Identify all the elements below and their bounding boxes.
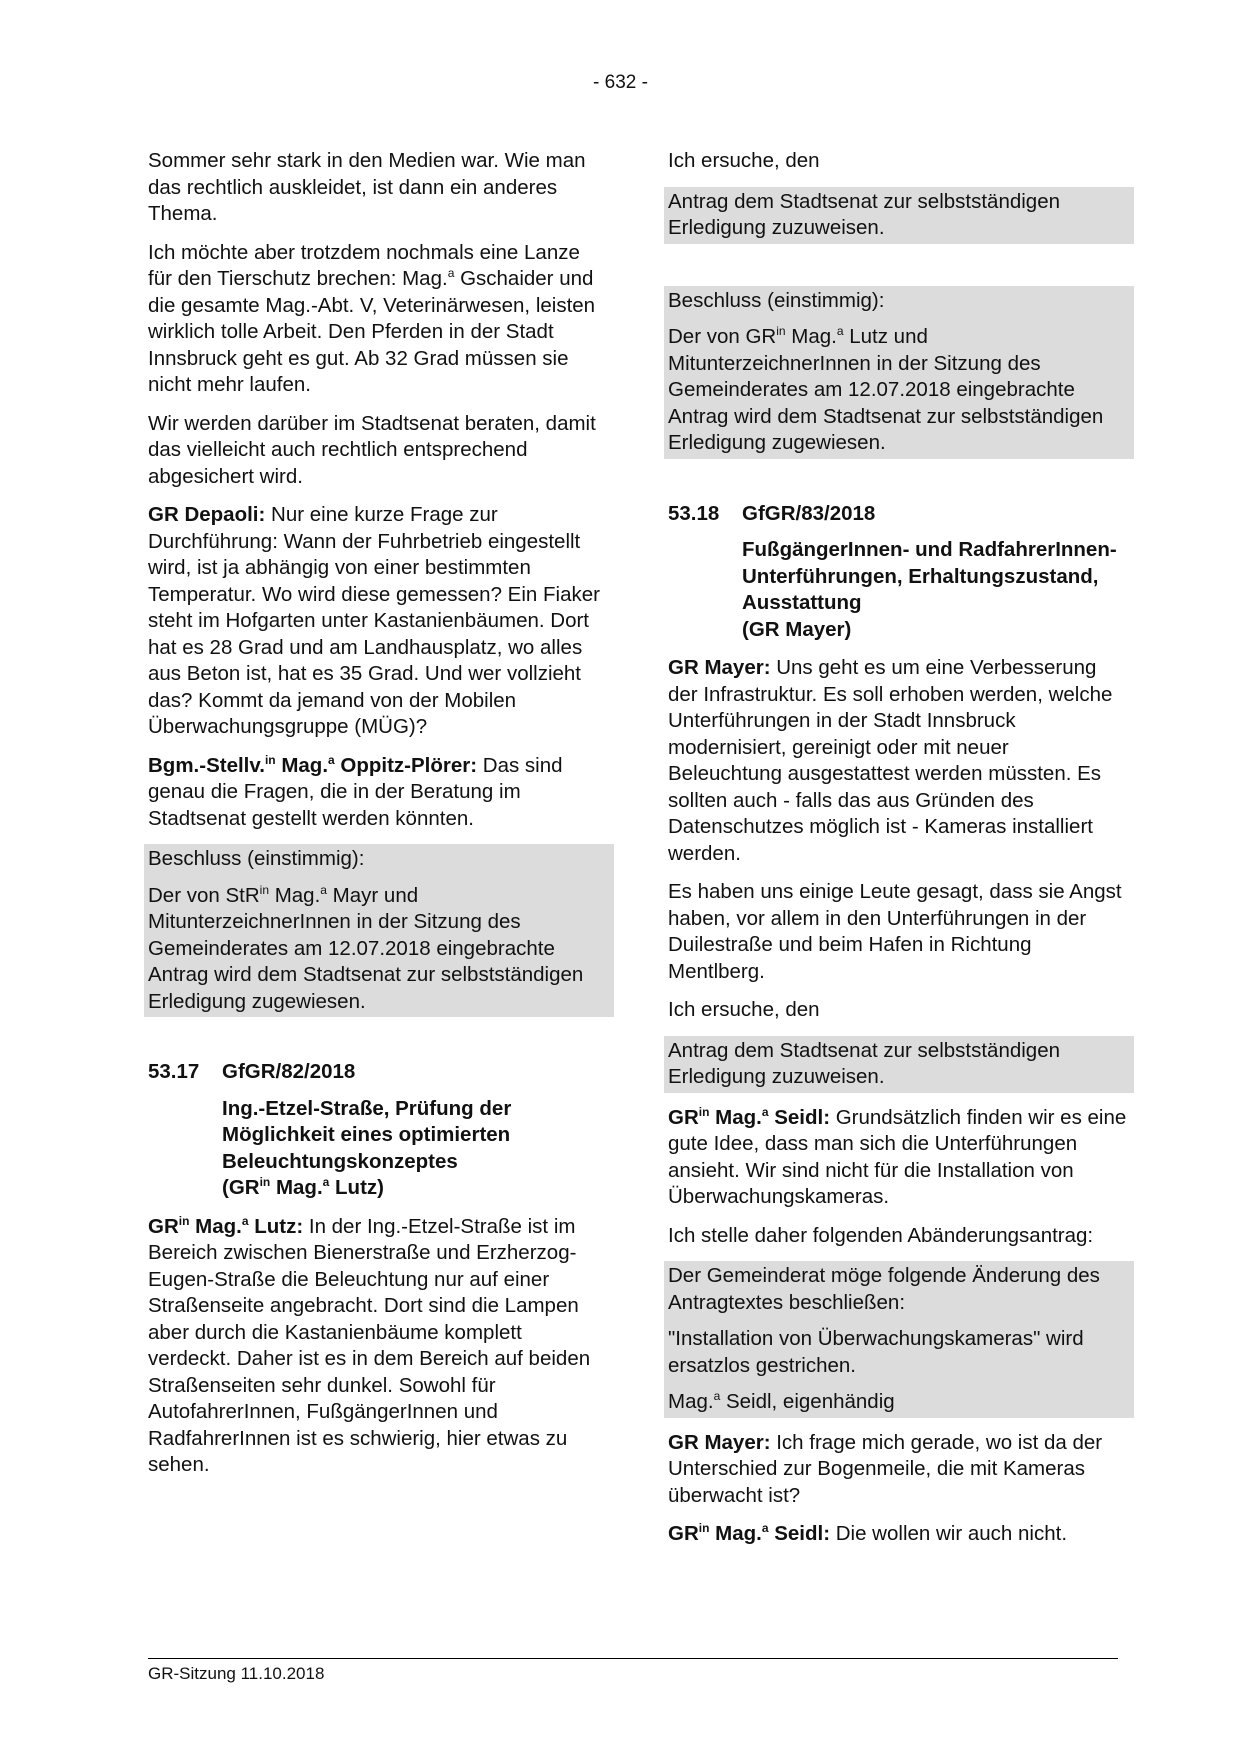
agenda-item-number: 53.18 bbox=[668, 501, 720, 525]
agenda-item-title: FußgängerInnen- und RadfahrerInnen-Unterführungen, Erhaltungszustand, Ausstattung (GR Mayer) bbox=[742, 538, 1117, 641]
motion-highlight: Antrag dem Stadtsenat zur selbstständigen Erledigung zuzuweisen. bbox=[664, 187, 1134, 244]
paragraph: Wir werden darüber im Stadtsenat beraten, damit das vielleicht auch rechtlich entsprechend abgesichert wird. bbox=[148, 411, 596, 488]
agenda-item-header bbox=[148, 1059, 608, 1086]
resolution-text: Der von StR$^{in}$ Mag.$^a$ Mayr und MitunterzeichnerInnen in der Sitzung des Gemeinderates am 12.07.2018 eingebrachte Antrag wird dem Stadtsenat zur selbstständigen Erledigung zugewiesen. bbox=[148, 882, 584, 1013]
agenda-item-code: GfGR/82/2018 bbox=[222, 1060, 356, 1083]
paragraph: Ich möchte aber trotzdem nochmals eine Lanze für den Tierschutz brechen: Mag.$^a$ Gschaider und die gesamte Mag.-Abt. V, Veterinärwesen, leisten wirklich tolle Arbeit. Den Pferden in der Stadt Innsbruck geht es gut. Ab 32 Grad müssen sie nicht mehr laufen. bbox=[148, 240, 596, 396]
paragraph: Es haben uns einige Leute gesagt, dass sie Angst haben, vor allem in den Unterführungen in der Duilestraße und beim Hafen in Richtung Mentlberg. bbox=[668, 880, 1122, 983]
speech-seidl: $GR^{in}$ Mag.$^a$ Seidl: Grundsätzlich finden wir es eine gute Idee, dass man sich die Unterführungen ansieht. Wir sind nicht für die Installation von Überwachungskameras. bbox=[668, 1104, 1127, 1208]
speech-oppitz-ploerer: Bgm.-Stellv.$^{in}$ Mag.$^a$ Oppitz-Plörer: Das sind genau die Fragen, die in der Beratung im Stadtsenat gestellt werden könnten. bbox=[148, 752, 563, 830]
speech-depaoli: GR Depaoli: Nur eine kurze Frage zur Durchführung: Wann der Fuhrbetrieb eingestellt wird, ist ja abhängig von einer bestimmten Temperatur. Wo wird diese gemessen? Ein Fiaker steht im Hofgarten unter Kastanienbäumen. Dort hat es 28 Grad und am Landhausplatz, wo alles aus Beton ist, hat es 35 Grad. Und wer vollzieht das? Kommt da jemand von der Mobilen Überwachungsgruppe (MÜG)? bbox=[148, 503, 600, 738]
motion-highlight: Antrag dem Stadtsenat zur selbstständigen Erledigung zuzuweisen. bbox=[664, 1036, 1134, 1093]
paragraph: Ich ersuche, den bbox=[668, 998, 820, 1021]
agenda-item-number: 53.17 bbox=[148, 1060, 200, 1083]
resolution-text: Der von $GR^{in}$ Mag.$^a$ Lutz und MitunterzeichnerInnen in der Sitzung des Gemeinderates am 12.07.2018 eingebrachte Antrag wird dem Stadtsenat zur selbstständigen Erledigung zugewiesen. bbox=[668, 324, 1104, 454]
speaker-name: $GR^{in}$ Mag.$^a$ Seidl: bbox=[668, 1104, 831, 1129]
speech-mayer: GR Mayer: Uns geht es um eine Verbesserung der Infrastruktur. Es soll erhoben werden, welche Unterführungen in der Stadt Innsbruck modernisiert, gereinigt oder mit neuer Beleuchtung ausgestattest werden müssten. Es sollten auch - falls das aus Gründen des Datenschutzes möglich ist - Kameras installiert werden. bbox=[668, 656, 1113, 865]
speaker-name: $GR^{in}$ Mag.$^a$ Seidl: bbox=[668, 1521, 831, 1545]
paragraph: Ich ersuche, den bbox=[668, 149, 820, 172]
speech-lutz: $GR^{in}$ Mag.$^a$ Lutz: In der Ing.-Etzel-Straße ist im Bereich zwischen Bienerstraße und Erzherzog-Eugen-Straße die Beleuchtung nur auf einer Straßenseite angebracht. Dort sind die Lampen aber durch die Kastanienbäume komplett verdeckt. Daher ist es in dem Bereich auf beiden Straßenseiten sehr dunkel. Sowohl für AutofahrerInnen, FußgängerInnen und RadfahrerInnen ist es schwierig, hier etwas zu sehen. bbox=[148, 1213, 591, 1476]
resolution-label: Beschluss (einstimmig): bbox=[668, 288, 885, 312]
resolution-block bbox=[144, 844, 614, 1017]
amendment-text: "Installation von Überwachungskameras" wird ersatzlos gestrichen. bbox=[668, 1327, 1084, 1377]
page-number: - 632 - bbox=[593, 72, 648, 93]
speaker-name: Bgm.-Stellv.$^{in}$ Mag.$^a$ Oppitz-Plörer: bbox=[148, 752, 478, 777]
speech-mayer: GR Mayer: Ich frage mich gerade, wo ist da der Unterschied zur Bogenmeile, die mit Kameras überwacht ist? bbox=[668, 1430, 1103, 1507]
amendment-block bbox=[664, 1261, 1134, 1418]
speaker-name: $GR^{in}$ Mag.$^a$ Lutz: bbox=[148, 1213, 304, 1238]
agenda-item-title: Ing.-Etzel-Straße, Prüfung der Möglichkeit eines optimierten Beleuchtungskonzeptes ($GR^{in}$ Mag.$^a$ Lutz) bbox=[222, 1096, 512, 1199]
agenda-item-header bbox=[668, 501, 1128, 528]
amendment-text: Der Gemeinderat möge folgende Änderung des Antragtextes beschließen: bbox=[668, 1264, 1100, 1314]
speaker-name: GR Mayer: bbox=[668, 656, 771, 679]
left-column bbox=[148, 148, 608, 1491]
paragraph: Sommer sehr stark in den Medien war. Wie man das rechtlich auskleidet, ist dann ein anderes Thema. bbox=[148, 149, 586, 225]
right-column bbox=[668, 148, 1128, 1560]
amendment-signature: Mag.$^a$ Seidl, eigenhändig bbox=[668, 1389, 895, 1413]
paragraph: Ich stelle daher folgenden Abänderungsantrag: bbox=[668, 1223, 1094, 1247]
agenda-item-code: GfGR/83/2018 bbox=[742, 501, 876, 525]
speaker-name: GR Depaoli: bbox=[148, 503, 266, 526]
speech-seidl: $GR^{in}$ Mag.$^a$ Seidl: Die wollen wir auch nicht. bbox=[668, 1521, 1068, 1545]
resolution-label: Beschluss (einstimmig): bbox=[148, 847, 365, 870]
footer-rule bbox=[148, 1658, 1118, 1659]
footer-text: GR-Sitzung 11.10.2018 bbox=[148, 1664, 325, 1683]
resolution-block bbox=[664, 286, 1134, 459]
speaker-name: GR Mayer: bbox=[668, 1430, 771, 1454]
